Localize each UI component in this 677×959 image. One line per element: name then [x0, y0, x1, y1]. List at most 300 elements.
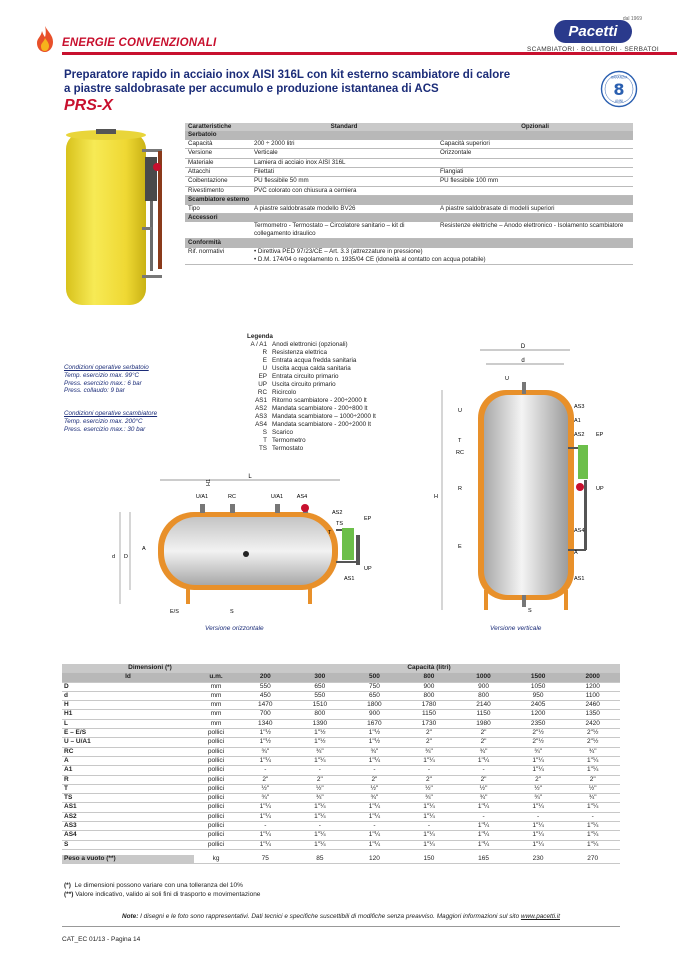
dim-label: U/A1: [195, 494, 209, 500]
spec-cell: Capacità superiori: [437, 140, 633, 149]
dims-cell: 1"½: [347, 738, 402, 747]
legend-key: AS2: [255, 405, 267, 412]
dims-col-id: Id: [62, 673, 194, 682]
dims-row: [62, 747, 620, 756]
spec-cell: Materiale: [185, 158, 251, 167]
dims-cell: 1"¼: [511, 822, 566, 831]
footer-site-link[interactable]: www.pacetti.it: [520, 913, 560, 920]
dims-cell: ¾": [565, 747, 620, 756]
dims-cell: 1100: [565, 691, 620, 700]
dim-label: A: [574, 550, 578, 556]
dims-cell: pollici: [194, 812, 238, 821]
footnotes: [64, 882, 260, 899]
legend-desc: Mandata scambiatore - 200÷800 lt: [272, 405, 368, 412]
spec-table: [185, 123, 633, 265]
legend-key: U: [262, 365, 267, 372]
legend-desc: Uscita acqua calda sanitaria: [272, 365, 351, 372]
dims-col-um: u.m.: [194, 673, 238, 682]
legend-desc: Ritorno scambiatore - 200÷2000 lt: [272, 397, 367, 404]
spec-row: [185, 222, 633, 239]
legend-key: EP: [258, 373, 267, 380]
dims-cell: pollici: [194, 794, 238, 803]
dim-label: d: [112, 554, 116, 560]
dims-cell: 2": [456, 775, 511, 784]
dims-cell: 85: [293, 855, 348, 864]
dims-cell: 1350: [565, 710, 620, 719]
dims-cell: 650: [347, 691, 402, 700]
dims-cell: 1"¼: [402, 803, 457, 812]
dim-label: AS4: [296, 494, 308, 500]
dims-cell: AS3: [62, 822, 194, 831]
dims-cell: -: [402, 822, 457, 831]
dims-cell: 1"¼: [565, 831, 620, 840]
legend-item: [247, 365, 376, 373]
dims-cell: 1"¼: [565, 840, 620, 849]
dim-label: T: [458, 438, 462, 444]
dims-cell: 2405: [511, 701, 566, 710]
spec-cell: A piastre saldobrasate modello BV26: [251, 205, 437, 214]
legend-desc: Ricircolo: [272, 389, 297, 396]
dim-label: H1: [206, 478, 212, 486]
spec-cell: A piastre saldobrasate di modelli superiori: [437, 205, 633, 214]
legend-key: TS: [258, 445, 267, 452]
dims-cell: 2"½: [565, 729, 620, 738]
dims-cell: -: [293, 822, 348, 831]
dims-row: [62, 691, 620, 700]
dim-label: AS2: [332, 510, 343, 516]
dims-cell: -: [565, 812, 620, 821]
dims-cell: 450: [238, 691, 293, 700]
page-reference: CAT_EC 01/13 - Pagina 14: [62, 936, 141, 943]
dims-row: [62, 719, 620, 728]
dims-cell: ½": [456, 784, 511, 793]
dims-cell: 1"¼: [511, 766, 566, 775]
dims-row: [62, 701, 620, 710]
footnote-text: Le dimensioni possono variare con una tolleranza del 10%: [74, 882, 243, 889]
brand-name: Pacetti: [554, 20, 631, 43]
warranty-bottom: ANNI: [615, 99, 623, 103]
dims-cell: 1"¼: [565, 756, 620, 765]
dims-cell: 2": [456, 729, 511, 738]
spec-row: [185, 168, 633, 177]
dims-cell: pollici: [194, 784, 238, 793]
warranty-years: 8: [613, 80, 625, 99]
dims-cell: mm: [194, 719, 238, 728]
legend-key: AS3: [255, 413, 267, 420]
dims-cell: 1"¼: [402, 812, 457, 821]
dims-row: [62, 840, 620, 849]
dims-cell: Peso a vuoto (**): [62, 855, 194, 864]
flame-icon: [34, 25, 56, 53]
spec-cell: PVC colorato con chiusura a cerniera: [251, 186, 437, 195]
dims-cell: 1340: [238, 719, 293, 728]
dims-cell: 2": [402, 738, 457, 747]
dims-cell: 1"¼: [347, 840, 402, 849]
dims-cell: 1"½: [238, 738, 293, 747]
dim-label: U: [505, 376, 509, 382]
dims-cell: mm: [194, 691, 238, 700]
dims-row: [62, 766, 620, 775]
dim-label: AS3: [574, 404, 585, 410]
dims-cell: mm: [194, 701, 238, 710]
dims-cell: ½": [511, 784, 566, 793]
dims-cell: ¾": [456, 747, 511, 756]
legend-item: [247, 357, 376, 365]
spec-cell: Coibentazione: [185, 177, 251, 186]
dims-row: [62, 794, 620, 803]
dims-cell: 2": [565, 775, 620, 784]
dims-cell: 2": [456, 738, 511, 747]
spec-cell: 200 ÷ 2000 litri: [251, 140, 437, 149]
spec-cell: • Direttiva PED 97/23/CE – Art. 3.3 (attrezzature in pressione) • D.M. 174/04 o regolamento n. 1935/04 CE (idoneità al contatto con acqua potabile): [251, 248, 633, 265]
brand-logo: [518, 16, 668, 60]
footer-divider: [62, 926, 620, 927]
dims-cell: 2"½: [565, 738, 620, 747]
dims-row: [62, 822, 620, 831]
dims-cell: ¾": [565, 794, 620, 803]
spec-header-caratteristiche: Caratteristiche: [185, 123, 251, 131]
dims-cell: 1050: [511, 682, 566, 691]
dims-cell: 550: [293, 691, 348, 700]
dims-cell: H1: [62, 710, 194, 719]
dims-cell: TS: [62, 794, 194, 803]
legend-key: E: [262, 357, 267, 364]
dim-label: RC: [228, 494, 236, 500]
legend-desc: Resistenza elettrica: [272, 349, 327, 356]
dims-cell: 1"¼: [456, 822, 511, 831]
dims-cell: pollici: [194, 822, 238, 831]
dims-cell: A: [62, 756, 194, 765]
product-title: [64, 68, 534, 96]
dims-cell: 1390: [293, 719, 348, 728]
dims-cell: AS4: [62, 831, 194, 840]
dims-cell: -: [238, 766, 293, 775]
tank-condition-line: Press. esercizio max.: 6 bar: [64, 379, 142, 387]
dims-title-row: [62, 664, 620, 673]
legend-key: AS1: [255, 397, 267, 404]
dims-cell: 2140: [456, 701, 511, 710]
dims-cell: 1200: [511, 710, 566, 719]
dims-cell: AS2: [62, 812, 194, 821]
dim-label: T: [328, 530, 332, 536]
brand-since: dal 1969: [622, 16, 642, 22]
dims-row: [62, 831, 620, 840]
tank-conditions: [64, 364, 149, 395]
legend-item: [247, 445, 376, 453]
dims-cell: 650: [293, 682, 348, 691]
dim-label: EP: [596, 432, 604, 438]
dims-cell: ½": [565, 784, 620, 793]
dims-cell: 1"½: [238, 729, 293, 738]
dims-cell: 150: [402, 855, 457, 864]
legend-item: [247, 341, 376, 349]
footer-note: [62, 913, 620, 920]
legend-item: [247, 349, 376, 357]
dims-cell: 1"¼: [456, 831, 511, 840]
dims-cell: 1"¼: [511, 803, 566, 812]
tank-conditions-title: Condizioni operative serbatoio: [64, 364, 149, 371]
dims-cell: -: [347, 822, 402, 831]
footnote-mark: (**): [64, 890, 74, 898]
legend-item: [247, 429, 376, 437]
legend-key: R: [262, 349, 267, 356]
dims-cell: ¾": [293, 794, 348, 803]
spec-row: [185, 248, 633, 265]
footnote-mark: (*): [64, 882, 71, 889]
dims-cell: R: [62, 775, 194, 784]
product-photo: [62, 127, 180, 309]
dims-cell: 1"¼: [456, 756, 511, 765]
dims-cell: 1"¼: [293, 803, 348, 812]
dims-cell: L: [62, 719, 194, 728]
dims-cell: 2420: [565, 719, 620, 728]
footnote-1: [64, 882, 260, 891]
dim-label: AS2: [574, 432, 585, 438]
spec-cell: Termometro - Termostato – Circolatore sanitario – kit di collegamento idraulico: [251, 222, 437, 239]
section-title: ENERGIE CONVENZIONALI: [62, 37, 217, 49]
dims-cell: ¾": [511, 794, 566, 803]
dims-cell: 1980: [456, 719, 511, 728]
legend-item: [247, 413, 376, 421]
dims-cell: -: [293, 766, 348, 775]
dims-cell: ½": [402, 784, 457, 793]
legend-desc: Mandata scambiatore – 1000÷2000 lt: [272, 413, 376, 420]
spec-cell: Resistenze elettriche – Anodo elettronico - Isolamento scambiatore: [437, 222, 633, 239]
dim-label: U/A1: [270, 494, 284, 500]
dim-label: UP: [364, 566, 372, 572]
spec-cell: Flangiati: [437, 168, 633, 177]
dims-cell: -: [402, 766, 457, 775]
dim-label: TS: [336, 521, 344, 527]
legend-item: [247, 389, 376, 397]
dims-capacity: 300: [293, 673, 348, 682]
exchanger-condition-line: Temp. esercizio max. 200°C: [64, 417, 143, 425]
legend-desc: Entrata circuito primario: [272, 373, 339, 380]
legend-key: RC: [257, 389, 267, 396]
dim-label: E/S: [170, 609, 179, 615]
dims-cell: 900: [402, 682, 457, 691]
dims-cell: pollici: [194, 729, 238, 738]
dim-label: D: [124, 554, 128, 560]
dims-row: [62, 729, 620, 738]
spec-cell: Versione: [185, 149, 251, 158]
spec-row: [185, 205, 633, 214]
dims-cell: 1150: [456, 710, 511, 719]
dim-label: d: [521, 358, 525, 364]
dim-label: EP: [364, 516, 372, 522]
dim-label: AS4: [574, 528, 585, 534]
spec-group-label: Accessori: [185, 214, 633, 223]
legend-desc: Anodi elettronici (opzionali): [272, 341, 348, 348]
tank-condition-line: Press. collaudo: 9 bar: [64, 387, 125, 395]
dims-capacity: 800: [402, 673, 457, 682]
dims-cell: 1"¼: [565, 766, 620, 775]
dims-cell: 1"¼: [347, 756, 402, 765]
dims-cell: D: [62, 682, 194, 691]
dims-cell: 1"½: [293, 738, 348, 747]
dims-cell: kg: [194, 855, 238, 864]
spec-group-label: Serbatoio: [185, 131, 633, 139]
spec-cell: PU flessibile 100 mm: [437, 177, 633, 186]
dims-cell: 1"¼: [238, 756, 293, 765]
dim-label: A: [142, 546, 146, 552]
dims-cell: 950: [511, 691, 566, 700]
dim-label: U: [458, 408, 462, 414]
dims-capacity: 1500: [511, 673, 566, 682]
dims-cell: 2": [511, 775, 566, 784]
dim-label: H: [434, 494, 438, 500]
dims-title: Dimensioni (*): [62, 664, 238, 673]
warranty-top: GARANZIA: [610, 75, 628, 80]
dims-cell: 1"¼: [238, 812, 293, 821]
dims-cell: T: [62, 784, 194, 793]
spec-row: [185, 140, 633, 149]
spec-cell: Rif. normativi: [185, 248, 251, 265]
brand-tagline: SCAMBIATORI · BOLLITORI · SERBATOI: [526, 46, 660, 53]
dims-cell: ¾": [347, 794, 402, 803]
dims-cell: pollici: [194, 738, 238, 747]
product-title-line1: Preparatore rapido in acciaio inox AISI 316L con kit esterno scambiatore di calore: [64, 69, 511, 81]
dim-label: S: [528, 608, 532, 614]
dims-cell: 1"¼: [511, 756, 566, 765]
dims-cell: 1"¼: [565, 803, 620, 812]
spec-cell: Verticale: [251, 149, 437, 158]
spec-header-opzionali: Opzionali: [437, 123, 633, 131]
footnote-2: [64, 891, 260, 900]
dims-cell: 2350: [511, 719, 566, 728]
dims-cell: 1670: [347, 719, 402, 728]
dims-cell: 1200: [565, 682, 620, 691]
exchanger-condition-line: Press. esercizio max.: 30 bar: [64, 425, 146, 433]
dims-cell: 1"¼: [293, 756, 348, 765]
dims-cell: 2": [402, 729, 457, 738]
dims-cell: A1: [62, 766, 194, 775]
dims-capacity-title: Capacità (litri): [238, 664, 620, 673]
dims-cell: ¾": [238, 794, 293, 803]
dims-cell: 2": [402, 775, 457, 784]
dims-cell: 1"¼: [402, 840, 457, 849]
dims-capacity: 1000: [456, 673, 511, 682]
dims-cell: ¾": [293, 747, 348, 756]
legend-key: A / A1: [250, 341, 267, 348]
horizontal-drawing: [110, 470, 390, 620]
dims-cell: 750: [347, 682, 402, 691]
dimensions-table: [62, 664, 620, 864]
dims-cell: 1"¼: [402, 756, 457, 765]
dims-cell: 1"¼: [293, 840, 348, 849]
dims-capacity: 200: [238, 673, 293, 682]
legend-item: [247, 373, 376, 381]
dims-cell: 2": [238, 775, 293, 784]
dims-row: [62, 803, 620, 812]
legend-item: [247, 397, 376, 405]
spec-header-standard: Standard: [251, 123, 437, 131]
dims-cell: S: [62, 840, 194, 849]
warranty-badge-icon: [600, 70, 638, 108]
dim-label: AS1: [574, 576, 585, 582]
spec-header-row: [185, 123, 633, 131]
dims-capacity: 500: [347, 673, 402, 682]
dims-cell: 2"½: [511, 729, 566, 738]
dims-cell: -: [456, 812, 511, 821]
dims-cell: 1"¼: [511, 840, 566, 849]
legend-item: [247, 405, 376, 413]
tank-condition-line: Temp. esercizio max. 99°C: [64, 371, 140, 379]
dims-cell: ¾": [238, 747, 293, 756]
dims-cell: 1"¼: [565, 822, 620, 831]
dims-cell: 900: [347, 710, 402, 719]
dims-cell: d: [62, 691, 194, 700]
vertical-caption: Versione verticale: [490, 625, 542, 632]
legend-desc: Entrata acqua fredda sanitaria: [272, 357, 357, 364]
dim-label: D: [520, 344, 526, 350]
legend-key: AS4: [255, 421, 267, 428]
dim-label: R: [458, 486, 462, 492]
spec-cell: Filettati: [251, 168, 437, 177]
spec-cell: Capacità: [185, 140, 251, 149]
dims-cell: -: [511, 812, 566, 821]
dims-cell: 1"½: [347, 729, 402, 738]
dims-row: [62, 738, 620, 747]
dim-label: A1: [574, 418, 581, 424]
dims-cell: ¾": [402, 794, 457, 803]
dims-cell: pollici: [194, 803, 238, 812]
dims-row: [62, 812, 620, 821]
dims-cell: 120: [347, 855, 402, 864]
legend-key: UP: [258, 381, 267, 388]
spec-cell: PU flessibile 50 mm: [251, 177, 437, 186]
dims-cell: mm: [194, 682, 238, 691]
dims-cell: 1"¼: [456, 803, 511, 812]
spec-cell: Rivestimento: [185, 186, 251, 195]
dims-cell: 75: [238, 855, 293, 864]
dims-cell: ½": [347, 784, 402, 793]
dims-cell: RC: [62, 747, 194, 756]
exchanger-conditions: [64, 410, 157, 433]
dims-cell: 1"¼: [293, 831, 348, 840]
dims-cell: 1730: [402, 719, 457, 728]
dims-cell: 1"¼: [347, 812, 402, 821]
dims-cell: 800: [402, 691, 457, 700]
dims-cell: ¾": [347, 747, 402, 756]
vertical-drawing: [420, 340, 620, 620]
spec-group-conformita: [185, 239, 633, 248]
legend-item: [247, 437, 376, 445]
dims-cell: -: [238, 822, 293, 831]
spec-row: [185, 158, 633, 167]
legend-desc: Mandata scambiatore - 200÷2000 lt: [272, 421, 372, 428]
horizontal-caption: Versione orizzontale: [205, 625, 264, 632]
dims-cell: ¾": [456, 794, 511, 803]
dims-row: [62, 682, 620, 691]
dims-cell: -: [347, 766, 402, 775]
dims-cell: 1150: [402, 710, 457, 719]
dims-cell: 1780: [402, 701, 457, 710]
spec-cell: [437, 186, 633, 195]
dims-cell: 1"¼: [347, 831, 402, 840]
product-title-line2: a piastre saldobrasate per accumulo e produzione istantanea di ACS: [64, 83, 439, 95]
legend-desc: Termometro: [272, 437, 306, 444]
dims-cell: 230: [511, 855, 566, 864]
dims-capacity: 2000: [565, 673, 620, 682]
legend-desc: Uscita circuito primario: [272, 381, 336, 388]
dims-cell: H: [62, 701, 194, 710]
dims-row: [62, 710, 620, 719]
dims-cell: 1"¼: [238, 803, 293, 812]
spec-row: [185, 186, 633, 195]
legend-desc: Scarico: [272, 429, 293, 436]
dims-cell: pollici: [194, 775, 238, 784]
